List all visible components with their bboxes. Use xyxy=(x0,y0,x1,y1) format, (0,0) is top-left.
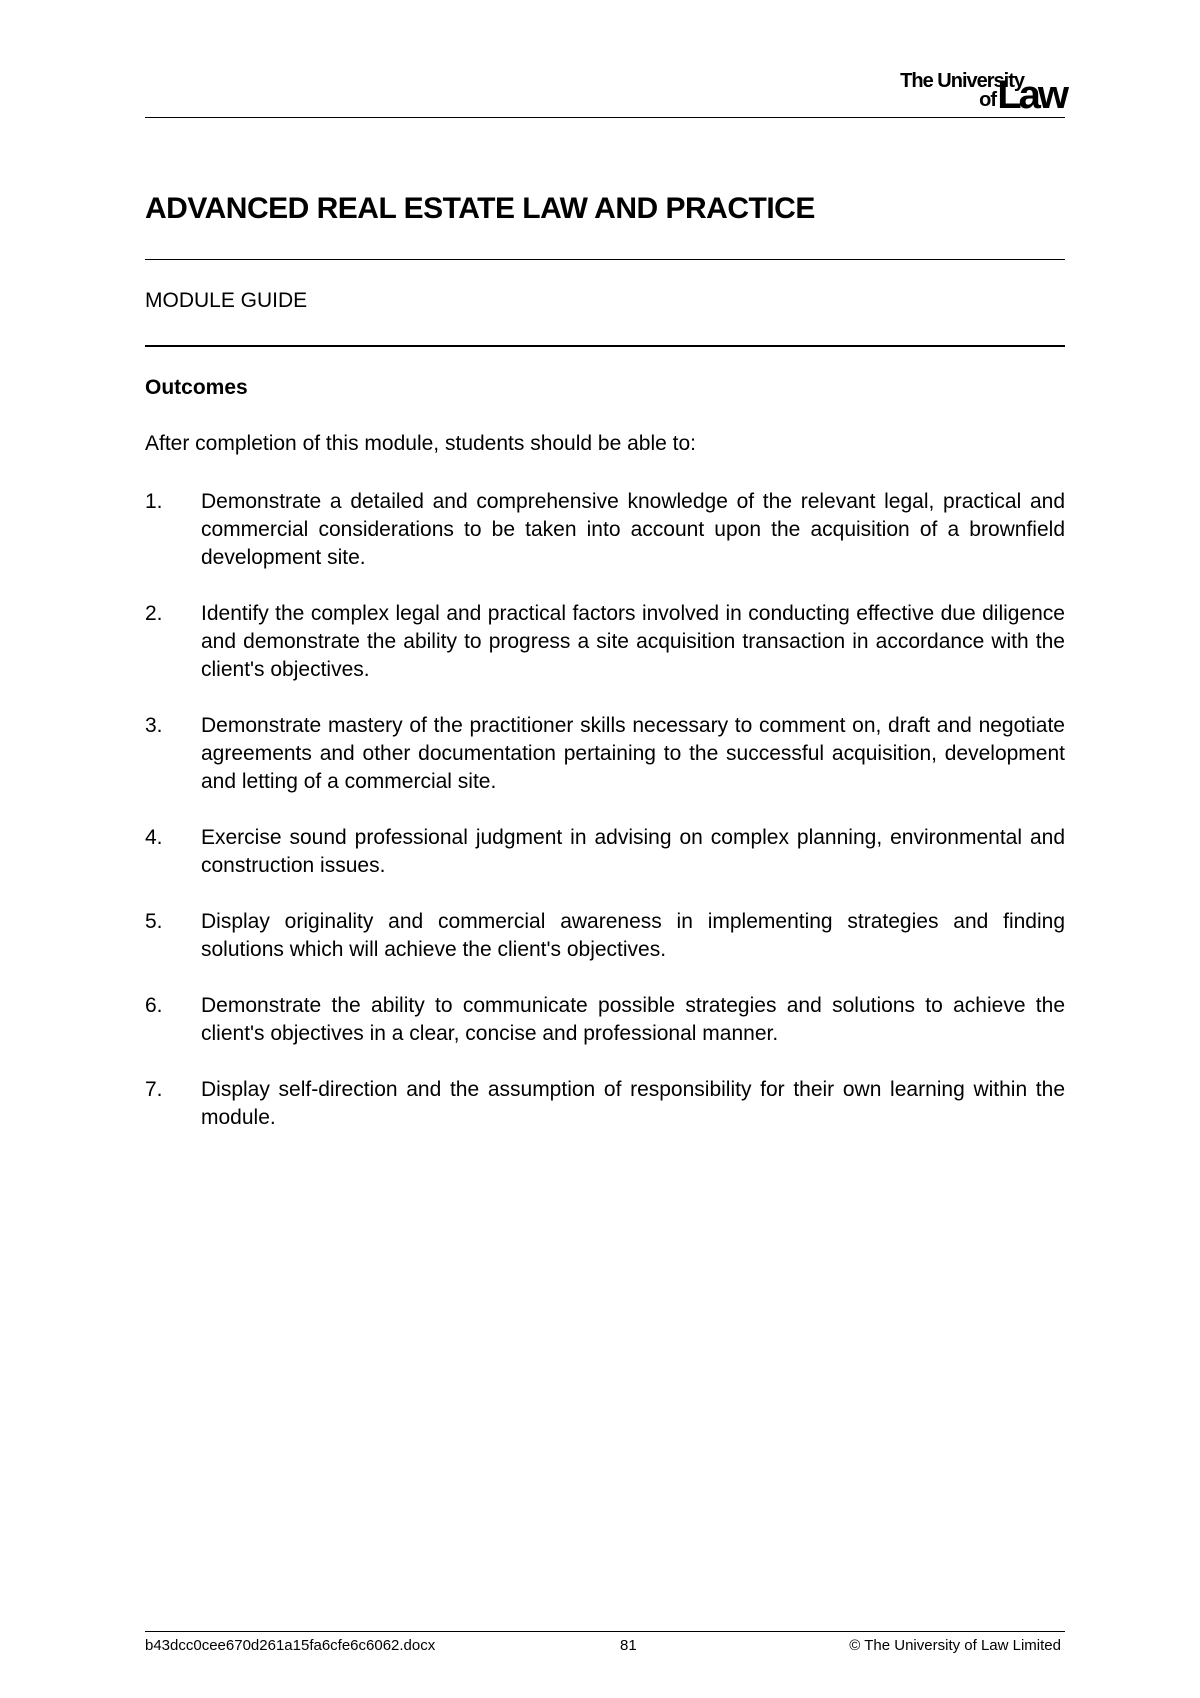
logo-line-2: of xyxy=(979,89,996,111)
outcome-item xyxy=(145,908,1065,964)
header-divider xyxy=(145,117,1065,118)
outcome-item xyxy=(145,600,1065,684)
outcome-number: 5. xyxy=(145,910,163,933)
page-footer xyxy=(145,1637,1061,1657)
outcome-text: Demonstrate mastery of the practitioner skills necessary to comment on, draft and negotiate agreements and other documentation pertaining to the successful acquisition, development and letting of a commercial site. xyxy=(201,714,1065,793)
footer-divider xyxy=(145,1631,1065,1632)
outcome-item xyxy=(145,992,1065,1048)
logo-line-1: The University xyxy=(900,70,1024,92)
footer-page-number: 81 xyxy=(620,1637,637,1654)
document-title: ADVANCED REAL ESTATE LAW AND PRACTICE xyxy=(145,192,815,225)
outcome-number: 1. xyxy=(145,490,163,513)
document-subtitle: MODULE GUIDE xyxy=(145,289,308,312)
outcome-number: 7. xyxy=(145,1078,163,1101)
outcome-number: 2. xyxy=(145,602,163,625)
outcome-number: 3. xyxy=(145,714,163,737)
outcome-item xyxy=(145,824,1065,880)
title-divider xyxy=(145,259,1065,260)
outcome-number: 4. xyxy=(145,826,163,849)
outcome-number: 6. xyxy=(145,994,163,1017)
footer-copyright: © The University of Law Limited xyxy=(849,1637,1061,1654)
subtitle-divider xyxy=(145,345,1065,347)
outcome-text: Exercise sound professional judgment in advising on complex planning, environmental and construction issues. xyxy=(201,826,1065,877)
section-heading: Outcomes xyxy=(145,376,248,399)
university-logo xyxy=(836,66,1066,117)
outcome-text: Demonstrate the ability to communicate possible strategies and solutions to achieve the client's objectives in a clear, concise and professional manner. xyxy=(201,994,1065,1045)
outcome-item xyxy=(145,488,1065,572)
outcomes-list xyxy=(145,488,1065,1160)
outcome-text: Display originality and commercial awareness in implementing strategies and finding solutions which will achieve the client's objectives. xyxy=(201,910,1065,961)
outcome-text: Display self-direction and the assumption of responsibility for their own learning within the module. xyxy=(201,1078,1065,1129)
outcome-item xyxy=(145,712,1065,796)
logo-line-3: Law xyxy=(997,73,1066,117)
footer-filename: b43dcc0cee670d261a15fa6cfe6c6062.docx xyxy=(145,1637,436,1654)
outcome-item xyxy=(145,1076,1065,1132)
outcome-text: Identify the complex legal and practical factors involved in conducting effective due diligence and demonstrate the ability to progress a site acquisition transaction in accordance with the client's objectives. xyxy=(201,602,1065,681)
outcome-text: Demonstrate a detailed and comprehensive knowledge of the relevant legal, practical and commercial considerations to be taken into account upon the acquisition of a brownfield development site. xyxy=(201,490,1065,569)
intro-paragraph: After completion of this module, students should be able to: xyxy=(145,432,696,455)
